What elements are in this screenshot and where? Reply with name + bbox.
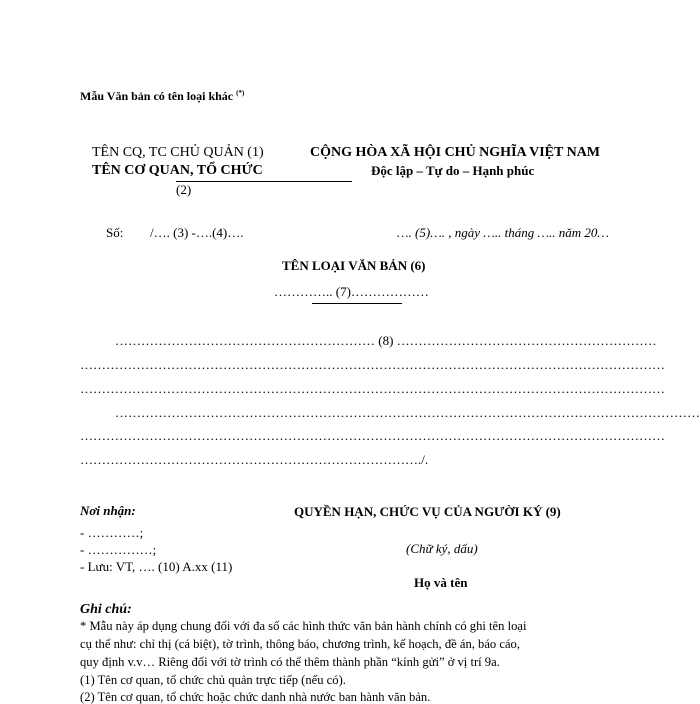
note-line: (1) Tên cơ quan, tổ chức chủ quản trực tiếp (nếu có).: [80, 673, 346, 687]
national-title: CỘNG HÒA XÃ HỘI CHỦ NGHĨA VIỆT NAM: [310, 145, 601, 160]
body-line-closing: ……………………………………………………………………./.: [80, 452, 429, 467]
summary-underline: [312, 303, 402, 304]
note-line: (2) Tên cơ quan, tổ chức hoặc chức danh nhà nước ban hành văn bản.: [80, 690, 431, 704]
signer-name: Họ và tên: [414, 575, 468, 590]
document-type-title: TÊN LOẠI VĂN BẢN (6): [282, 258, 426, 273]
number-label: Số:: [106, 225, 124, 240]
signature-note: (Chữ ký, dấu): [406, 541, 478, 556]
template-title: [80, 90, 244, 102]
body-line: ………………………………………………………………………………………………………………………: [80, 428, 665, 443]
place-date: …. (5)…. , ngày ….. tháng ….. năm 20…: [397, 225, 609, 240]
issuing-agency-name: TÊN CƠ QUAN, TỔ CHỨC: [92, 163, 263, 178]
issuing-agency-note: (2): [176, 182, 192, 197]
archive-item: - Lưu: VT, …. (10) A.xx (11): [80, 559, 233, 574]
body-line: ………………………………………………………………………………………………………………………: [80, 357, 665, 372]
note-line: quy định v.v… Riêng đối với tờ trình có thể thêm thành phần “kính gửi” ở vị trí 9a.: [80, 655, 500, 669]
recipients-title: Nơi nhận:: [80, 503, 136, 518]
body-line: ………………………………………………………………………………………………………………………: [115, 405, 700, 420]
recipient-item: - ……………;: [80, 542, 157, 557]
note-line: cụ thể như: chỉ thị (cá biệt), tờ trình, thông báo, chương trình, kế hoạch, đề án, báo cáo,: [80, 637, 520, 651]
body-line: ………………………………………………………………………………………………………………………: [80, 381, 665, 396]
template-title-mark: (*): [236, 89, 245, 97]
number-value: /…. (3) -….(4)….: [150, 225, 244, 240]
national-motto: Độc lập – Tự do – Hạnh phúc: [371, 163, 535, 178]
body-line: …………………………………………………… (8) ……………………………………………………: [115, 333, 657, 348]
governing-agency-name: TÊN CQ, TC CHỦ QUẢN (1): [92, 145, 264, 160]
template-title-text: Mẫu Văn bản có tên loại khác: [80, 89, 234, 103]
agency-underline: [176, 181, 352, 182]
document-summary: ………….. (7)………………: [274, 284, 429, 299]
recipient-item: - …………;: [80, 525, 144, 540]
note-line: * Mẫu này áp dụng chung đối với đa số các hình thức văn bản hành chính có ghi tên loại: [80, 619, 527, 633]
notes-title: Ghi chú:: [80, 602, 132, 617]
signer-position: QUYỀN HẠN, CHỨC VỤ CỦA NGƯỜI KÝ (9): [294, 504, 561, 519]
